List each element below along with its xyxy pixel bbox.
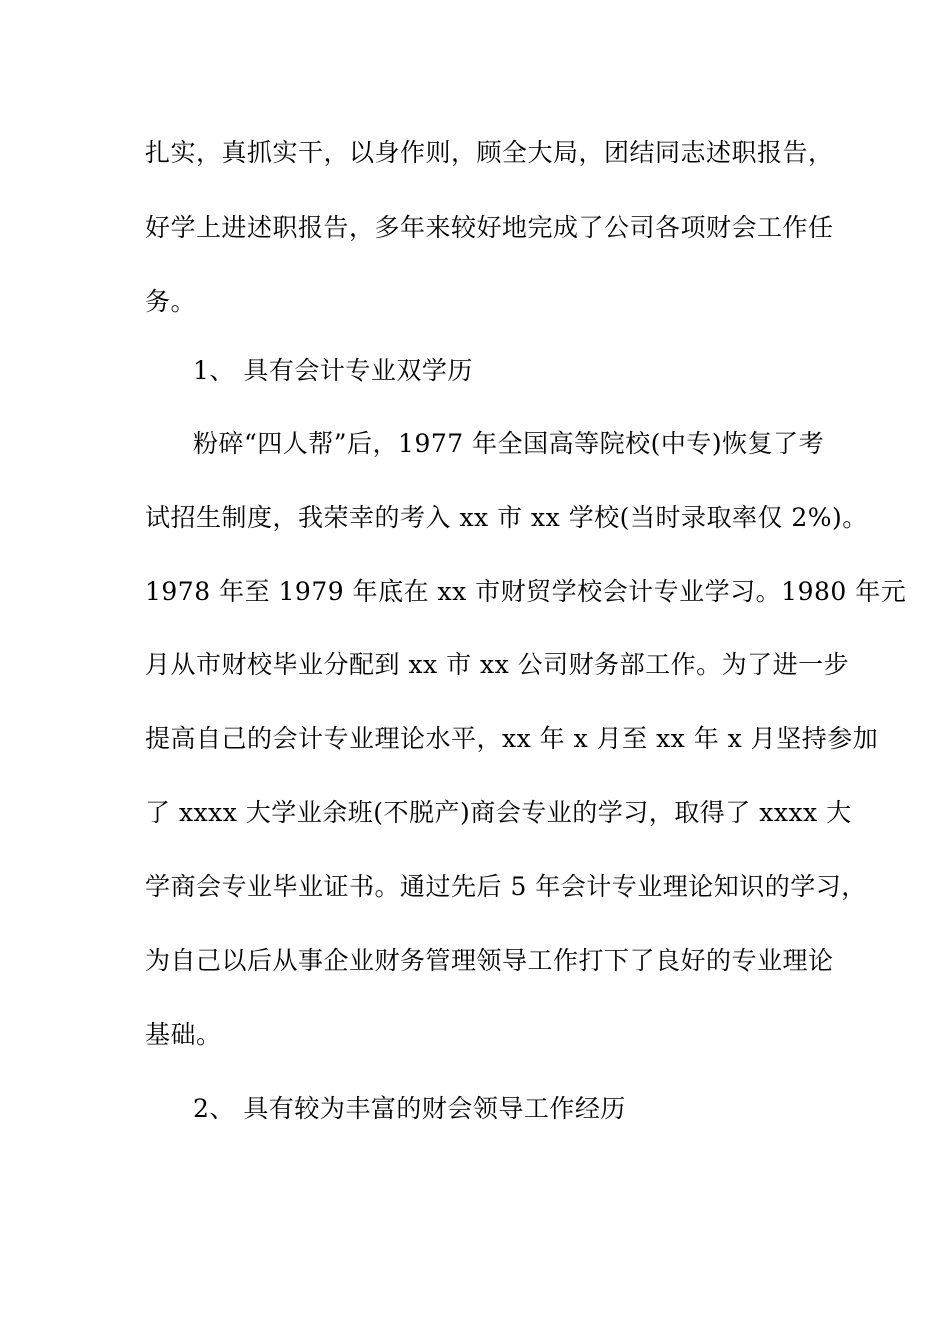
body-text-line: 了 xxxx 大学业余班(不脱产)商会专业的学习，取得了 xxxx 大 [145,798,852,827]
body-text-line: 为自己以后从事企业财务管理领导工作打下了良好的专业理论 [145,946,834,975]
body-text-line: 基础。 [145,1020,222,1049]
section-heading-2: 2、 具有较为丰富的财会领导工作经历 [193,1094,626,1123]
body-text-line: 粉碎“四人帮”后，1977 年全国高等院校(中专)恢复了考 [193,429,825,458]
body-text-line: 扎实，真抓实干，以身作则，顾全大局，团结同志述职报告， [145,138,834,167]
body-text-line: 学商会专业毕业证书。通过先后 5 年会计专业理论知识的学习， [145,872,867,901]
body-text-line: 提高自己的会计专业理论水平，xx 年 x 月至 xx 年 x 月坚持参加 [145,724,879,753]
body-text-line: 月从市财校毕业分配到 xx 市 xx 公司财务部工作。为了进一步 [145,650,850,679]
body-text-line: 1978 年至 1979 年底在 xx 市财贸学校会计专业学习。1980 年元 [145,577,907,606]
section-heading-1: 1、 具有会计专业双学历 [193,356,473,385]
body-text-line: 好学上进述职报告，多年来较好地完成了公司各项财会工作任 [145,213,834,242]
body-text-line: 务。 [145,287,197,316]
body-text-line: 试招生制度，我荣幸的考入 xx 市 xx 学校(当时录取率仅 2%)。 [145,503,868,532]
